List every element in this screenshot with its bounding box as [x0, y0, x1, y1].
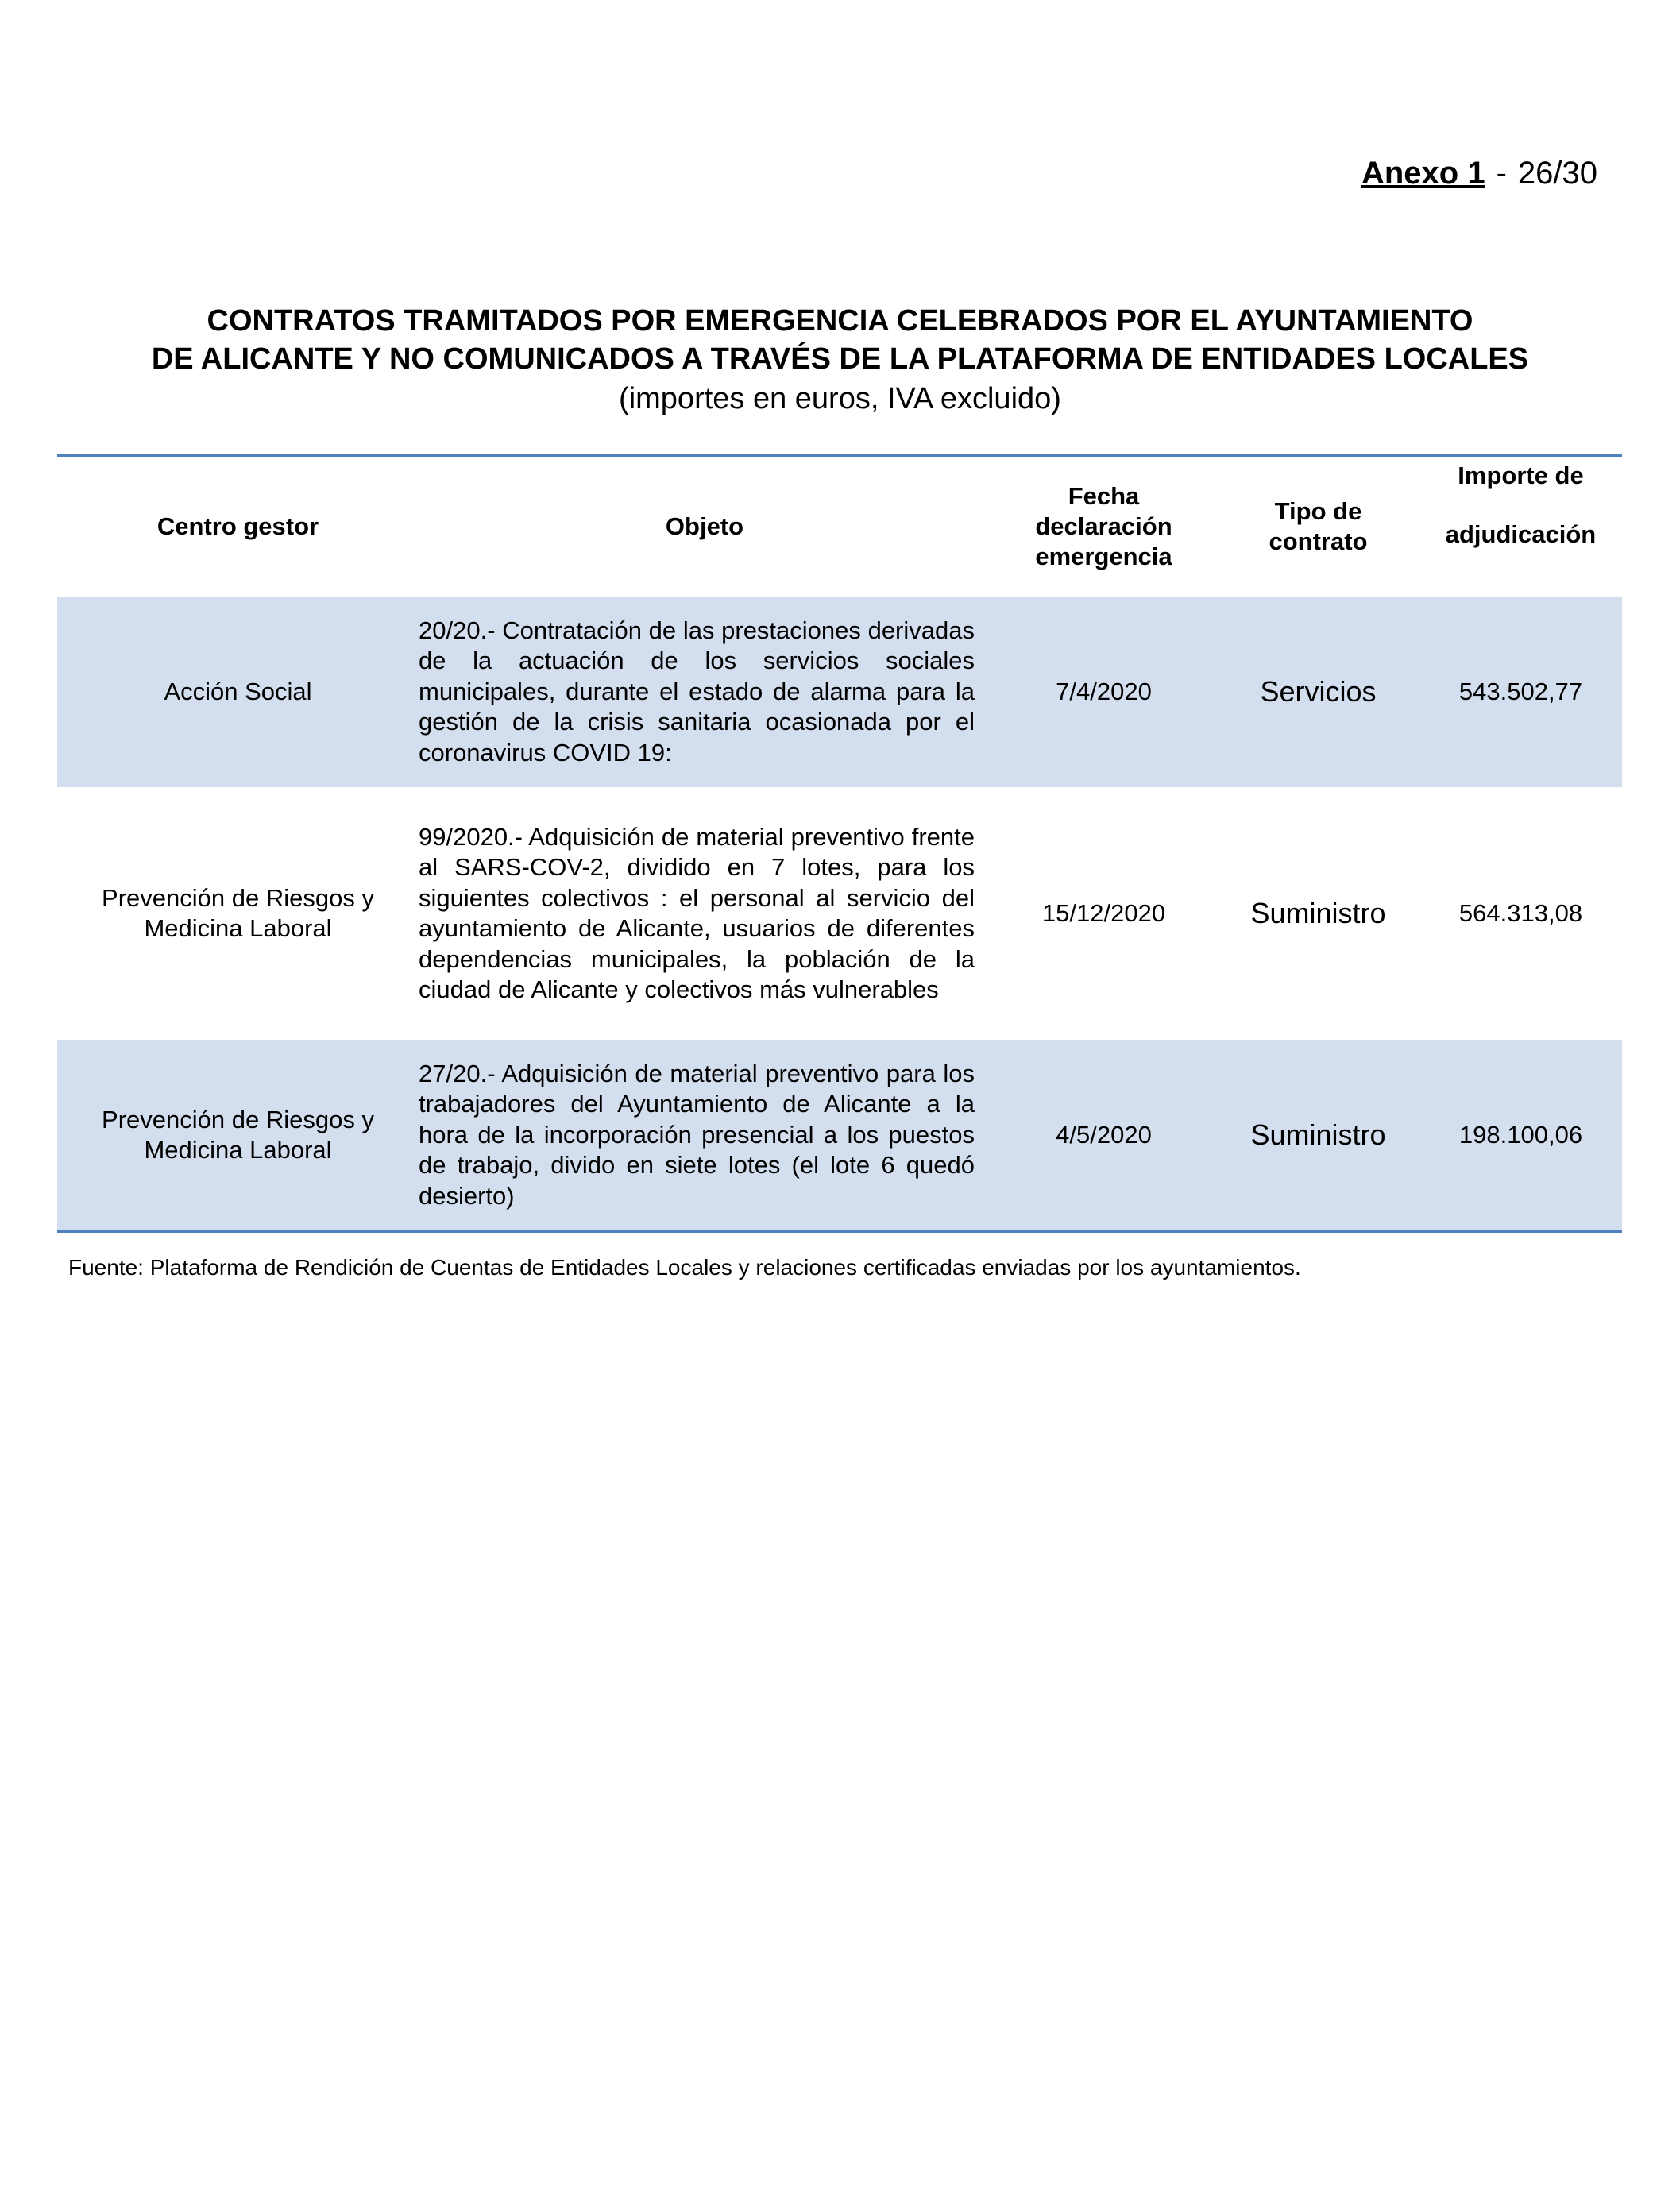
- cell-objeto: [419, 597, 991, 787]
- header-importe-line2: adjudicación: [1445, 520, 1597, 548]
- table-row: [57, 1040, 1622, 1232]
- title-line-2: DE ALICANTE Y NO COMUNICADOS A TRAVÉS DE LA PLATAFORMA DE ENTIDADES LOCALES: [151, 342, 1529, 376]
- cell-centro: Prevención de Riesgos y Medicina Laboral: [102, 884, 374, 942]
- source-note: Fuente: Plataforma de Rendición de Cuentas de Entidades Locales y relaciones certificadas enviadas por los ayuntamientos.: [68, 1255, 1301, 1280]
- cell-objeto: [419, 1040, 991, 1232]
- cell-importe: 543.502,77: [1458, 678, 1583, 705]
- header-row: [57, 456, 1622, 597]
- header-importe-line1: Importe de: [1458, 461, 1584, 489]
- contracts-table-wrapper: [57, 454, 1622, 1233]
- cell-centro: Acción Social: [164, 678, 312, 705]
- table-row: [57, 597, 1622, 787]
- cell-tipo: Suministro: [1250, 1118, 1386, 1151]
- cell-objeto-text: 99/2020.- Adquisición de material preventivo frente al SARS-COV-2, dividido en 7 lotes, para los siguientes colectivos : el personal al servicio del ayuntamiento de Alicante, usuarios de diferentes dependencias municipales, la población de la ciudad de Alicante y colectivos más vulnerables: [419, 822, 975, 1003]
- header-objeto: Objeto: [665, 512, 744, 540]
- header-tipo: Tipo de contrato: [1269, 497, 1368, 555]
- annex-header: [1361, 156, 1597, 191]
- cell-fecha: 4/5/2020: [1056, 1121, 1152, 1149]
- cell-importe: 198.100,06: [1458, 1121, 1583, 1149]
- table-header: [57, 456, 1622, 597]
- table-row: [57, 787, 1622, 1040]
- annex-label: Anexo 1: [1361, 156, 1485, 191]
- cell-fecha: 7/4/2020: [1056, 678, 1152, 705]
- cell-importe: 564.313,08: [1458, 899, 1583, 927]
- cell-tipo: Suministro: [1250, 897, 1386, 929]
- cell-tipo: Servicios: [1260, 675, 1377, 708]
- document-title: [0, 302, 1680, 419]
- cell-fecha: 15/12/2020: [1041, 899, 1166, 927]
- annex-separator: -: [1496, 156, 1507, 191]
- header-centro: Centro gestor: [156, 512, 319, 540]
- header-fecha: Fecha declaración emergencia: [1035, 482, 1172, 570]
- title-subtitle: (importes en euros, IVA excluido): [619, 382, 1061, 415]
- table-body: [57, 597, 1622, 1232]
- cell-objeto-text: 27/20.- Adquisición de material preventivo para los trabajadores del Ayuntamiento de Alicante a la hora de la incorporación presencial a los puestos de trabajo, divido en siete lotes (el lote 6 quedó desierto): [419, 1059, 975, 1210]
- cell-objeto-text: 20/20.- Contratación de las prestaciones derivadas de la actuación de los servicios sociales municipales, durante el estado de alarma para la gestión de la crisis sanitaria ocasionada por el coronavirus COVID 19:: [419, 616, 975, 767]
- cell-centro: Prevención de Riesgos y Medicina Laboral: [102, 1106, 374, 1164]
- cell-objeto: [419, 787, 991, 1040]
- contracts-table: [57, 454, 1622, 1233]
- annex-page-number: 26/30: [1517, 156, 1597, 191]
- title-line-1: CONTRATOS TRAMITADOS POR EMERGENCIA CELEBRADOS POR EL AYUNTAMIENTO: [207, 304, 1473, 338]
- header-importe: [1419, 456, 1622, 597]
